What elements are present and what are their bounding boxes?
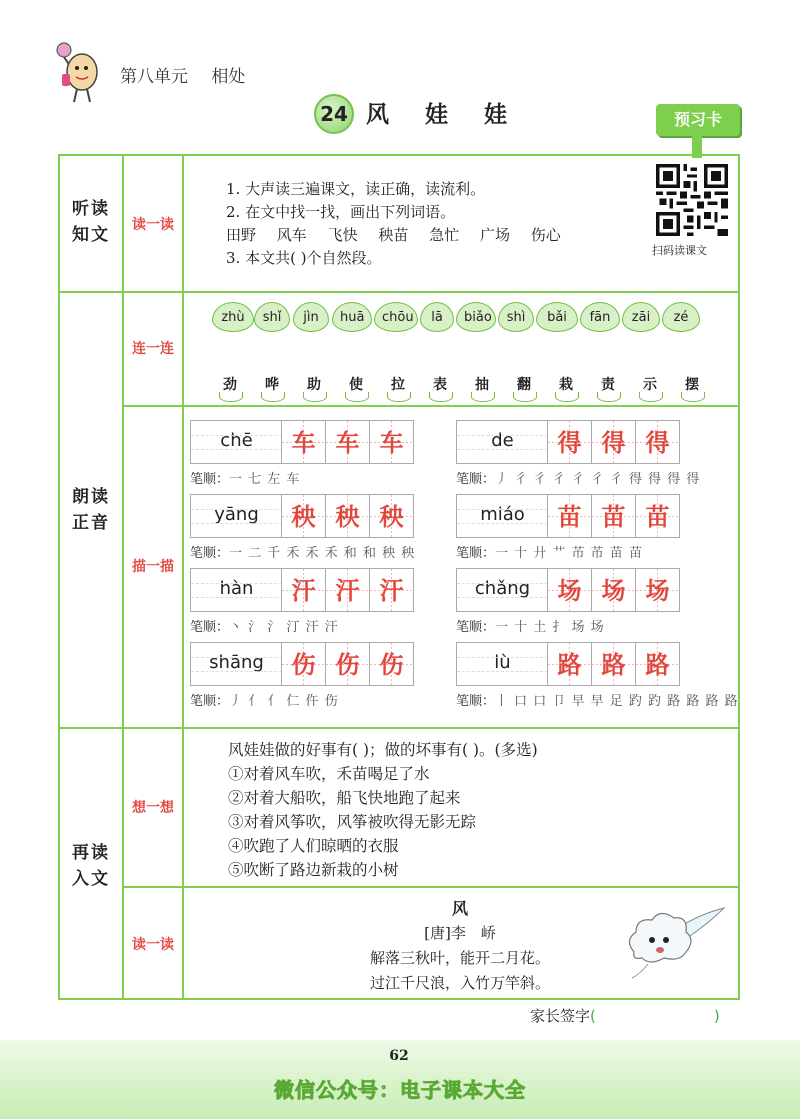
word-list [226, 224, 577, 247]
tracing-char[interactable]: 得 [547, 420, 592, 464]
sub-label-link: 连一连 [132, 341, 174, 357]
divider [58, 291, 740, 293]
tracing-char[interactable]: 路 [635, 642, 680, 686]
hanzi-item[interactable]: 抽 [475, 377, 489, 393]
leaf-icon [303, 392, 327, 402]
sub-label-read-poem: 读一读 [132, 937, 174, 953]
poem-title: 风 [451, 899, 468, 918]
divider [122, 886, 740, 888]
wind-cloud-icon [620, 900, 730, 980]
tracing-char[interactable]: 路 [591, 642, 636, 686]
hanzi-item[interactable]: 助 [307, 377, 321, 393]
leaf-icon [387, 392, 411, 402]
preview-card-tag: 预习卡 [656, 104, 740, 136]
tracing-char[interactable]: 车 [369, 420, 414, 464]
pinyin-leaf[interactable]: huā [332, 302, 372, 332]
divider [122, 405, 740, 407]
tracing-pinyin: lù [456, 642, 548, 686]
word: 田野 [226, 226, 257, 244]
tracing-block [190, 494, 416, 561]
tracing-char[interactable]: 路 [547, 642, 592, 686]
leaf-icon [513, 392, 537, 402]
qr-code-icon[interactable] [656, 164, 728, 236]
tracing-block [456, 494, 682, 561]
section-label-reread: 再读 入文 [72, 843, 110, 889]
leaf-icon [597, 392, 621, 402]
leaf-icon [261, 392, 285, 402]
stroke-order: 笔顺：丶 氵 氵 汀 汗 汗 [190, 620, 339, 635]
tracing-char[interactable]: 苗 [547, 494, 592, 538]
word: 秧苗 [378, 226, 409, 244]
tracing-block [456, 642, 739, 709]
hanzi-item[interactable]: 劲 [223, 377, 237, 393]
word: 急忙 [429, 226, 460, 244]
section-label-pronounce: 朗读 正音 [72, 487, 110, 533]
tracing-char[interactable]: 场 [635, 568, 680, 612]
tracing-char[interactable]: 秧 [281, 494, 326, 538]
tracing-char[interactable]: 秧 [325, 494, 370, 538]
think-question [228, 738, 538, 882]
tracing-char[interactable]: 得 [591, 420, 636, 464]
word: 飞快 [327, 226, 358, 244]
option-item[interactable]: ④吹跑了人们晾晒的衣服 [228, 837, 399, 855]
pinyin-leaf[interactable]: bǎi [536, 302, 578, 332]
tracing-block [190, 568, 416, 635]
pinyin-leaf[interactable]: zé [662, 302, 700, 332]
hanzi-item[interactable]: 使 [349, 377, 363, 393]
sub-label-trace: 描一描 [132, 559, 174, 575]
sub-label-think: 想一想 [132, 800, 174, 816]
parent-signature[interactable] [530, 1005, 720, 1026]
unit-number: 第八单元 [120, 67, 188, 87]
task-line: 3. 本文共( )个自然段。 [226, 249, 382, 267]
hanzi-item[interactable]: 拉 [391, 377, 405, 393]
leaf-icon [345, 392, 369, 402]
tracing-char[interactable]: 场 [547, 568, 592, 612]
mascot-icon [52, 40, 104, 104]
word: 风车 [276, 226, 307, 244]
pinyin-leaf[interactable]: biǎo [456, 302, 496, 332]
hanzi-item[interactable]: 摆 [685, 377, 699, 393]
tracing-char[interactable]: 苗 [591, 494, 636, 538]
pinyin-leaf[interactable]: jìn [293, 302, 329, 332]
tracing-char[interactable]: 汗 [281, 568, 326, 612]
leaf-icon [681, 392, 705, 402]
stroke-order: 笔顺：一 十 土 扌 场 场 [456, 620, 605, 635]
sub-label-read: 读一读 [132, 217, 174, 233]
pinyin-leaf[interactable]: chōu [374, 302, 418, 332]
leaf-icon [555, 392, 579, 402]
tracing-char[interactable]: 场 [591, 568, 636, 612]
leaf-icon [639, 392, 663, 402]
tracing-char[interactable]: 秧 [369, 494, 414, 538]
tracing-char[interactable]: 汗 [369, 568, 414, 612]
lesson-number-badge: 24 [314, 94, 354, 134]
stroke-order: 笔顺：丿 亻 亻 仁 仵 伤 [190, 694, 339, 709]
pinyin-leaf[interactable]: lā [420, 302, 454, 332]
tracing-char[interactable]: 伤 [325, 642, 370, 686]
leaf-icon [219, 392, 243, 402]
stroke-order: 笔顺：一 十 廾 艹 芇 芇 苗 苗 [456, 546, 643, 561]
divider [182, 154, 184, 1000]
stroke-order: 笔顺：丿 彳 彳 彳 彳 彳 彳 得 得 得 得 [456, 472, 701, 487]
word: 广场 [479, 226, 510, 244]
leaf-icon [471, 392, 495, 402]
pinyin-leaf[interactable]: zāi [622, 302, 660, 332]
tracing-pinyin: chǎng [456, 568, 548, 612]
lesson-title: 风 娃 娃 [366, 101, 522, 128]
unit-topic: 相处 [211, 67, 246, 87]
pinyin-leaf[interactable]: fān [580, 302, 620, 332]
tracing-block [190, 420, 416, 487]
leaf-icon [429, 392, 453, 402]
task-line: 1. 大声读三遍课文，读正确，读流利。 [226, 180, 486, 198]
hanzi-item[interactable]: 哗 [265, 377, 279, 393]
tracing-char[interactable]: 得 [635, 420, 680, 464]
option-item[interactable]: ③对着风筝吹，风筝被吹得无影无踪 [228, 813, 477, 831]
hanzi-item[interactable]: 示 [643, 377, 657, 393]
pinyin-leaf[interactable]: shì [498, 302, 534, 332]
section-label-listen: 听读 知文 [72, 199, 110, 245]
divider [58, 727, 740, 729]
tracing-char[interactable]: 车 [281, 420, 326, 464]
tracing-pinyin: de [456, 420, 548, 464]
option-item[interactable]: ⑤吹断了路边新栽的小树 [228, 861, 399, 879]
word: 伤心 [530, 226, 561, 244]
tracing-pinyin: shāng [190, 642, 282, 686]
page-number: 62 [389, 1048, 409, 1064]
option-item[interactable]: ②对着大船吹，船飞快地跑了起来 [228, 789, 461, 807]
tracing-char[interactable]: 伤 [281, 642, 326, 686]
tracing-pinyin: miáo [456, 494, 548, 538]
tracing-pinyin: chē [190, 420, 282, 464]
tracing-char[interactable]: 汗 [325, 568, 370, 612]
pinyin-leaf[interactable]: shǐ [254, 302, 290, 332]
tracing-char[interactable]: 伤 [369, 642, 414, 686]
poem [330, 896, 590, 996]
question-text: 风娃娃做的好事有( )；做的坏事有( )。(多选) [228, 741, 538, 759]
tracing-block [456, 568, 682, 635]
unit-header [120, 62, 263, 87]
hanzi-item[interactable]: 翻 [517, 377, 531, 393]
stroke-order: 笔顺：一 七 左 车 [190, 472, 301, 487]
pinyin-leaf[interactable]: zhù [212, 302, 254, 332]
signature-label: 家长签字 [530, 1007, 591, 1025]
hanzi-item[interactable]: 表 [433, 377, 447, 393]
poem-line: 过江千尺浪，入竹万竿斜。 [369, 974, 550, 992]
tracing-block [456, 420, 701, 487]
hanzi-item[interactable]: 栽 [559, 377, 573, 393]
tracing-char[interactable]: 车 [325, 420, 370, 464]
tracing-block [190, 642, 416, 709]
task-line: 2. 在文中找一找，画出下列词语。 [226, 203, 456, 221]
signature-close: ) [713, 1007, 720, 1025]
poem-author: [唐]李 峤 [424, 924, 496, 942]
tracing-pinyin: yāng [190, 494, 282, 538]
poem-line: 解落三秋叶，能开二月花。 [369, 949, 550, 967]
stroke-order: 笔顺：一 二 千 禾 禾 禾 和 和 秧 秧 [190, 546, 416, 561]
signature-open: ( [590, 1007, 596, 1025]
hanzi-item[interactable]: 责 [601, 377, 615, 393]
footer-text: 微信公众号：电子课本大全 [274, 1078, 526, 1102]
option-item[interactable]: ①对着风车吹，禾苗喝足了水 [228, 765, 430, 783]
qr-caption: 扫码读课文 [652, 244, 707, 257]
tracing-pinyin: hàn [190, 568, 282, 612]
tracing-char[interactable]: 苗 [635, 494, 680, 538]
reading-tasks [226, 178, 577, 270]
divider [122, 154, 124, 1000]
stroke-order: 笔顺：丨 口 口 卩 早 早 足 趵 趵 路 路 路 路 [456, 694, 739, 709]
